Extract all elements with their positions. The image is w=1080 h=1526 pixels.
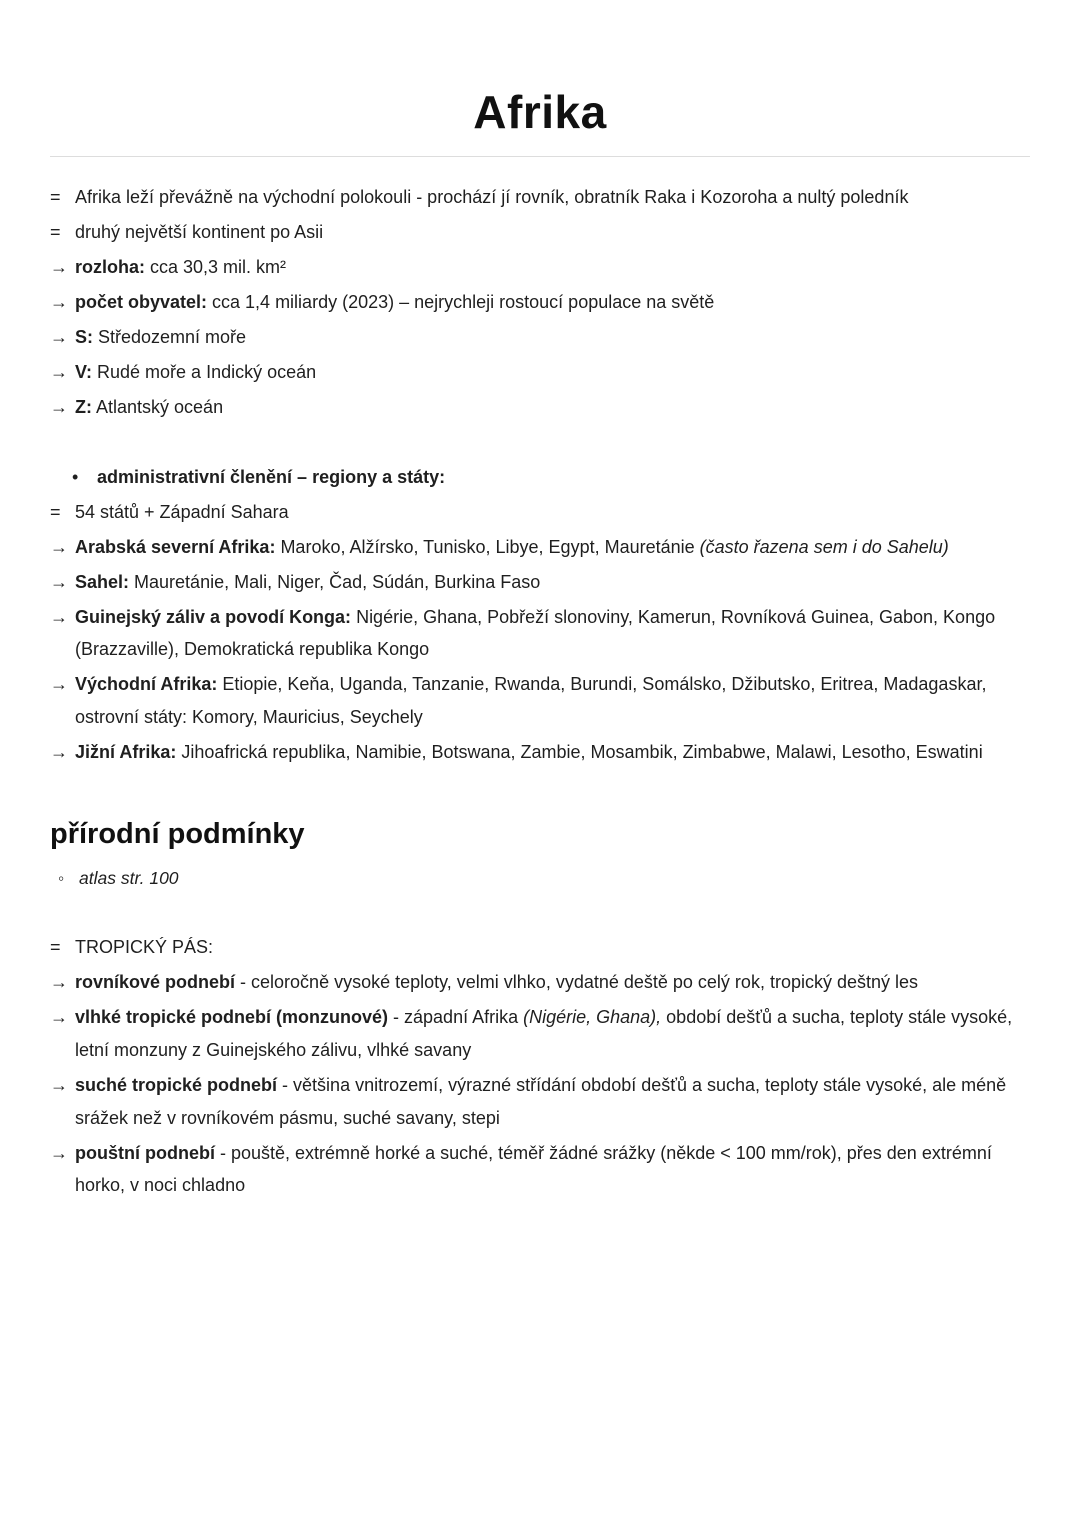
note-line bbox=[50, 531, 1030, 564]
note-line bbox=[50, 391, 1030, 424]
note-line bbox=[50, 251, 1030, 284]
note-line bbox=[50, 356, 1030, 389]
blank-line bbox=[50, 771, 1030, 804]
arrow-marker: → bbox=[50, 396, 68, 417]
text-segment: Arabská severní Afrika: bbox=[75, 536, 276, 557]
circle-bullet-icon: ◦ bbox=[58, 867, 65, 888]
text-segment: Etiopie, Keňa, Uganda, Tanzanie, Rwanda, Burundi, Somálsko, Džibutsko, Eritrea, Madagaskar, ostrovní státy: Komory, Mauricius, Seychely bbox=[75, 674, 987, 728]
note-line bbox=[58, 862, 1030, 894]
text-segment: - pouště, extrémně horké a suché, téměř žádné srážky (někde < 100 mm/rok), přes den extrémní horko, v noci chladno bbox=[75, 1142, 992, 1196]
arrow-marker: → bbox=[50, 674, 68, 695]
text-segment: vlhké tropické podnebí (monzunové) bbox=[75, 1006, 389, 1027]
arrow-marker: → bbox=[50, 536, 68, 557]
note-line bbox=[50, 601, 1030, 667]
text-segment: Nigérie, Ghana, Pobřeží slonoviny, Kamerun, Rovníková Guinea, Gabon, Kongo (Brazzaville), Demokratická republika Kongo bbox=[75, 606, 996, 660]
note-line bbox=[50, 321, 1030, 354]
equals-marker: = bbox=[50, 222, 61, 243]
text-segment: počet obyvatel: bbox=[75, 292, 208, 312]
equals-marker: = bbox=[50, 501, 61, 522]
text-segment: Východní Afrika: bbox=[75, 674, 218, 695]
arrow-marker: → bbox=[50, 361, 68, 382]
note-line bbox=[50, 668, 1030, 734]
text-segment: Středozemní moře bbox=[93, 326, 247, 347]
text-segment: Jihoafrická republika, Namibie, Botswana, Zambie, Mosambik, Zimbabwe, Malawi, Lesotho, Eswatini bbox=[176, 742, 983, 763]
text-segment: - většina vnitrozemí, výrazné střídání období dešťů a sucha, teploty stále vysoké, ale méně srážek než v rovníkovém pásmu, suché savany, stepi bbox=[75, 1074, 1007, 1128]
divider bbox=[50, 156, 1030, 157]
section-heading: přírodní podmínky bbox=[50, 818, 305, 851]
text-segment: Sahel: bbox=[75, 571, 130, 592]
note-line bbox=[50, 181, 1030, 214]
text-segment: Mauretánie, Mali, Niger, Čad, Súdán, Burkina Faso bbox=[129, 571, 541, 592]
text-segment: TROPICKÝ PÁS: bbox=[75, 936, 214, 957]
arrow-marker: → bbox=[50, 1142, 68, 1163]
text-segment: Guinejský záliv a povodí Konga: bbox=[75, 606, 352, 627]
text-segment: Atlantský oceán bbox=[92, 396, 224, 417]
text-segment: (často řazena sem i do Sahelu) bbox=[699, 536, 949, 557]
bullet-icon: • bbox=[72, 466, 79, 487]
page-title: Afrika bbox=[473, 86, 607, 138]
arrow-marker: → bbox=[50, 971, 68, 992]
text-segment: cca 1,4 miliardy (2023) – nejrychleji rostoucí populace na světě bbox=[207, 292, 715, 312]
note-line bbox=[50, 1069, 1030, 1135]
blank-line bbox=[50, 426, 1030, 459]
text-segment: (Nigérie, Ghana), bbox=[523, 1006, 662, 1027]
text-segment: Z: bbox=[75, 396, 92, 417]
text-segment: - západní Afrika bbox=[388, 1006, 524, 1027]
note-line bbox=[72, 461, 1030, 494]
text-segment: 54 států + Západní Sahara bbox=[75, 501, 289, 522]
note-line bbox=[50, 1001, 1030, 1067]
arrow-marker: → bbox=[50, 1006, 68, 1027]
text-segment: suché tropické podnebí bbox=[75, 1074, 278, 1095]
note-line bbox=[50, 736, 1030, 769]
arrow-marker: → bbox=[50, 1074, 68, 1095]
text-segment: atlas str. 100 bbox=[79, 867, 179, 888]
equals-marker: = bbox=[50, 936, 61, 957]
arrow-marker: → bbox=[50, 326, 68, 347]
note-line bbox=[50, 286, 1030, 319]
text-segment: - celoročně vysoké teploty, velmi vlhko, vydatné deště po celý rok, tropický deštný les bbox=[235, 971, 919, 992]
text-segment: V: bbox=[75, 361, 93, 382]
text-segment: druhý největší kontinent po Asii bbox=[75, 222, 324, 243]
text-segment: Afrika leží převážně na východní polokouli - prochází jí rovník, obratník Raka i Kozoroha a nultý poledník bbox=[75, 187, 909, 208]
arrow-marker: → bbox=[50, 571, 68, 592]
note-line bbox=[50, 496, 1030, 529]
text-segment: pouštní podnebí bbox=[75, 1142, 215, 1163]
arrow-marker: → bbox=[50, 742, 68, 763]
note-line bbox=[50, 1137, 1030, 1203]
note-line bbox=[50, 931, 1030, 964]
arrow-marker: → bbox=[50, 257, 68, 278]
text-segment: rozloha: bbox=[75, 257, 145, 278]
note-line bbox=[50, 216, 1030, 249]
text-segment: cca 30,3 mil. km² bbox=[145, 257, 287, 278]
note-line bbox=[50, 966, 1030, 999]
text-segment: Maroko, Alžírsko, Tunisko, Libye, Egypt, Mauretánie bbox=[275, 536, 700, 557]
note-line bbox=[50, 566, 1030, 599]
arrow-marker: → bbox=[50, 606, 68, 627]
blank-line bbox=[50, 896, 1030, 929]
text-segment: S: bbox=[75, 326, 93, 347]
text-segment: období dešťů a sucha, teploty stále vysoké, letní monzuny z Guinejského zálivu, vlhké savany bbox=[75, 1006, 1013, 1060]
text-segment: Jižní Afrika: bbox=[75, 742, 177, 763]
text-segment: administrativní členění – regiony a státy: bbox=[97, 466, 446, 487]
text-segment: rovníkové podnebí bbox=[75, 971, 236, 992]
notes-content bbox=[50, 181, 1030, 1202]
equals-marker: = bbox=[50, 187, 61, 208]
text-segment: Rudé moře a Indický oceán bbox=[92, 361, 317, 382]
arrow-marker: → bbox=[50, 292, 68, 312]
